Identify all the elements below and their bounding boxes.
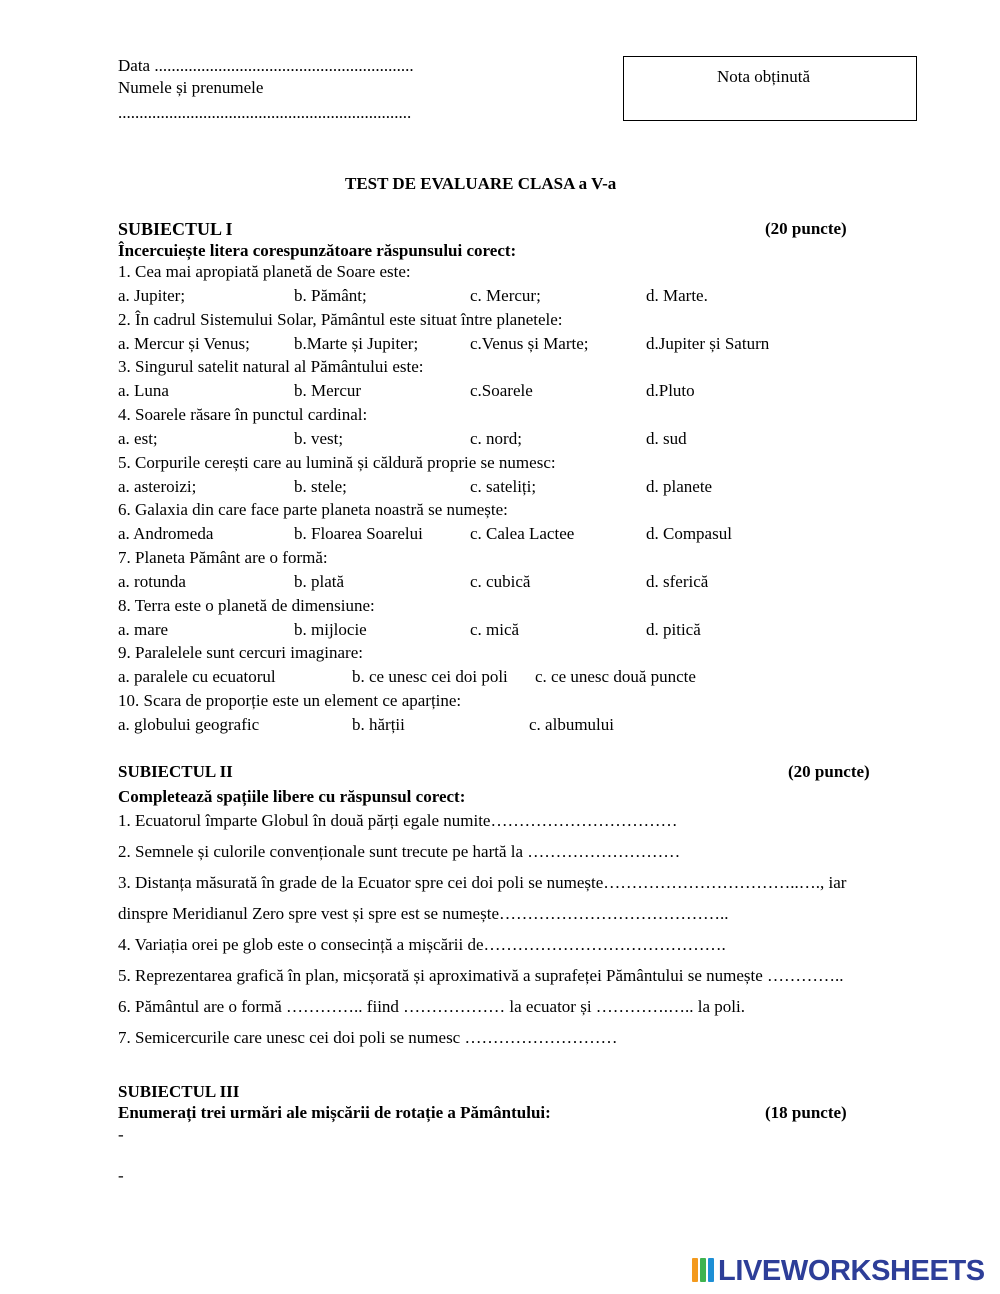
q1-option-d[interactable]: d. Marte. xyxy=(646,286,708,305)
q1-option-b[interactable]: b. Pământ; xyxy=(294,286,367,305)
q6-option-b[interactable]: b. Floarea Soarelui xyxy=(294,524,423,543)
q4-option-d[interactable]: d. sud xyxy=(646,429,687,448)
question-3: 3. Singurul satelit natural al Pământului este: xyxy=(118,357,424,376)
question-2: 2. În cadrul Sistemului Solar, Pământul este situat între planetele: xyxy=(118,310,563,329)
subject1-instruction: Încercuiește litera corespunzătoare răspunsului corect: xyxy=(118,241,517,260)
q2-option-d[interactable]: d.Jupiter și Saturn xyxy=(646,334,770,353)
question-7: 7. Planeta Pământ are o formă: xyxy=(118,548,328,567)
q10-option-c[interactable]: c. albumului xyxy=(529,715,614,734)
q6-option-c[interactable]: c. Calea Lactee xyxy=(470,524,575,543)
fill-line-6[interactable]: 6. Pământul are o formă ………….. fiind ……………… la ecuator și ………….….. la poli. xyxy=(118,997,746,1016)
subject1-points: (20 puncte) xyxy=(765,219,847,238)
q6-option-d[interactable]: d. Compasul xyxy=(646,524,732,543)
q1-option-a[interactable]: a. Jupiter; xyxy=(118,286,186,305)
fill-line-3[interactable]: 3. Distanța măsurată în grade de la Ecuator spre cei doi poli se numește……………………………..…., iar xyxy=(118,873,847,892)
subject2-heading: SUBIECTUL II xyxy=(118,762,233,781)
q1-option-c[interactable]: c. Mercur; xyxy=(470,286,541,305)
question-9: 9. Paralelele sunt cercuri imaginare: xyxy=(118,643,363,662)
q8-option-a[interactable]: a. mare xyxy=(118,620,169,639)
q4-option-b[interactable]: b. vest; xyxy=(294,429,344,448)
question-4: 4. Soarele răsare în punctul cardinal: xyxy=(118,405,368,424)
name-dots-line: ..................................................................... xyxy=(118,103,412,122)
question-1: 1. Cea mai apropiată planetă de Soare este: xyxy=(118,262,411,281)
q7-option-a[interactable]: a. rotunda xyxy=(118,572,186,591)
subject3-heading: SUBIECTUL III xyxy=(118,1082,240,1101)
q5-option-c[interactable]: c. sateliți; xyxy=(470,477,537,496)
q5-option-b[interactable]: b. stele; xyxy=(294,477,347,496)
q10-option-a[interactable]: a. globului geografic xyxy=(118,715,260,734)
q9-option-a[interactable]: a. paralele cu ecuatorul xyxy=(118,667,276,686)
subject1-heading: SUBIECTUL I xyxy=(118,219,233,239)
fill-line-2[interactable]: 2. Semnele și culorile convenționale sunt trecute pe hartă la ……………………… xyxy=(118,842,681,861)
q7-option-c[interactable]: c. cubică xyxy=(470,572,531,591)
date-line: Data ............................................................. xyxy=(118,56,414,75)
question-8: 8. Terra este o planetă de dimensiune: xyxy=(118,596,375,615)
fill-line-7[interactable]: 7. Semicercurile care unesc cei doi poli se numesc ……………………… xyxy=(118,1028,618,1047)
q5-option-d[interactable]: d. planete xyxy=(646,477,713,496)
q7-option-d[interactable]: d. sferică xyxy=(646,572,709,591)
q8-option-c[interactable]: c. mică xyxy=(470,620,520,639)
q2-option-c[interactable]: c.Venus și Marte; xyxy=(470,334,589,353)
q6-option-a[interactable]: a. Andromeda xyxy=(118,524,214,543)
question-5: 5. Corpurile cerești care au lumină și căldură proprie se numesc: xyxy=(118,453,556,472)
q10-option-b[interactable]: b. hărții xyxy=(352,715,405,734)
q7-option-b[interactable]: b. plată xyxy=(294,572,345,591)
fill-line-5[interactable]: 5. Reprezentarea grafică în plan, micșorată și aproximativă a suprafeței Pământului se numește ………….. xyxy=(118,966,844,985)
question-6: 6. Galaxia din care face parte planeta noastră se numește: xyxy=(118,500,508,519)
q4-option-c[interactable]: c. nord; xyxy=(470,429,522,448)
q9-option-b[interactable]: b. ce unesc cei doi poli xyxy=(352,667,508,686)
name-label: Numele și prenumele xyxy=(118,78,264,97)
page-title: TEST DE EVALUARE CLASA a V-a xyxy=(345,174,617,193)
q9-option-c[interactable]: c. ce unesc două puncte xyxy=(535,667,696,686)
fill-line-3-continued[interactable]: dinspre Meridianul Zero spre vest și spre est se numește………………………………….. xyxy=(118,904,729,923)
q2-option-b[interactable]: b.Marte și Jupiter; xyxy=(294,334,419,353)
fill-line-4[interactable]: 4. Variația orei pe glob este o consecință a mișcării de……………………………………. xyxy=(118,935,726,954)
subject3-instruction: Enumerați trei urmări ale mișcării de rotație a Pământului: xyxy=(118,1103,551,1122)
subject2-points: (20 puncte) xyxy=(788,762,870,781)
liveworksheets-mark-icon xyxy=(692,1258,714,1282)
subject3-points: (18 puncte) xyxy=(765,1103,847,1122)
grade-box xyxy=(623,56,917,121)
q2-option-a[interactable]: a. Mercur și Venus; xyxy=(118,334,250,353)
fill-line-1[interactable]: 1. Ecuatorul împarte Globul în două părți egale numite…………………………… xyxy=(118,811,678,830)
question-10: 10. Scara de proporție este un element ce aparține: xyxy=(118,691,462,710)
q8-option-d[interactable]: d. pitică xyxy=(646,620,701,639)
q8-option-b[interactable]: b. mijlocie xyxy=(294,620,367,639)
subject2-instruction: Completează spațiile libere cu răspunsul corect: xyxy=(118,787,466,806)
q5-option-a[interactable]: a. asteroizi; xyxy=(118,477,197,496)
answer-bullet-1[interactable]: - xyxy=(118,1125,124,1144)
q3-option-b[interactable]: b. Mercur xyxy=(294,381,362,400)
q3-option-a[interactable]: a. Luna xyxy=(118,381,169,400)
q3-option-c[interactable]: c.Soarele xyxy=(470,381,533,400)
q4-option-a[interactable]: a. est; xyxy=(118,429,158,448)
answer-bullet-2[interactable]: - xyxy=(118,1166,124,1185)
q3-option-d[interactable]: d.Pluto xyxy=(646,381,695,400)
liveworksheets-wordmark: LIVEWORKSHEETS xyxy=(718,1255,985,1287)
grade-box-label: Nota obținută xyxy=(717,67,811,86)
